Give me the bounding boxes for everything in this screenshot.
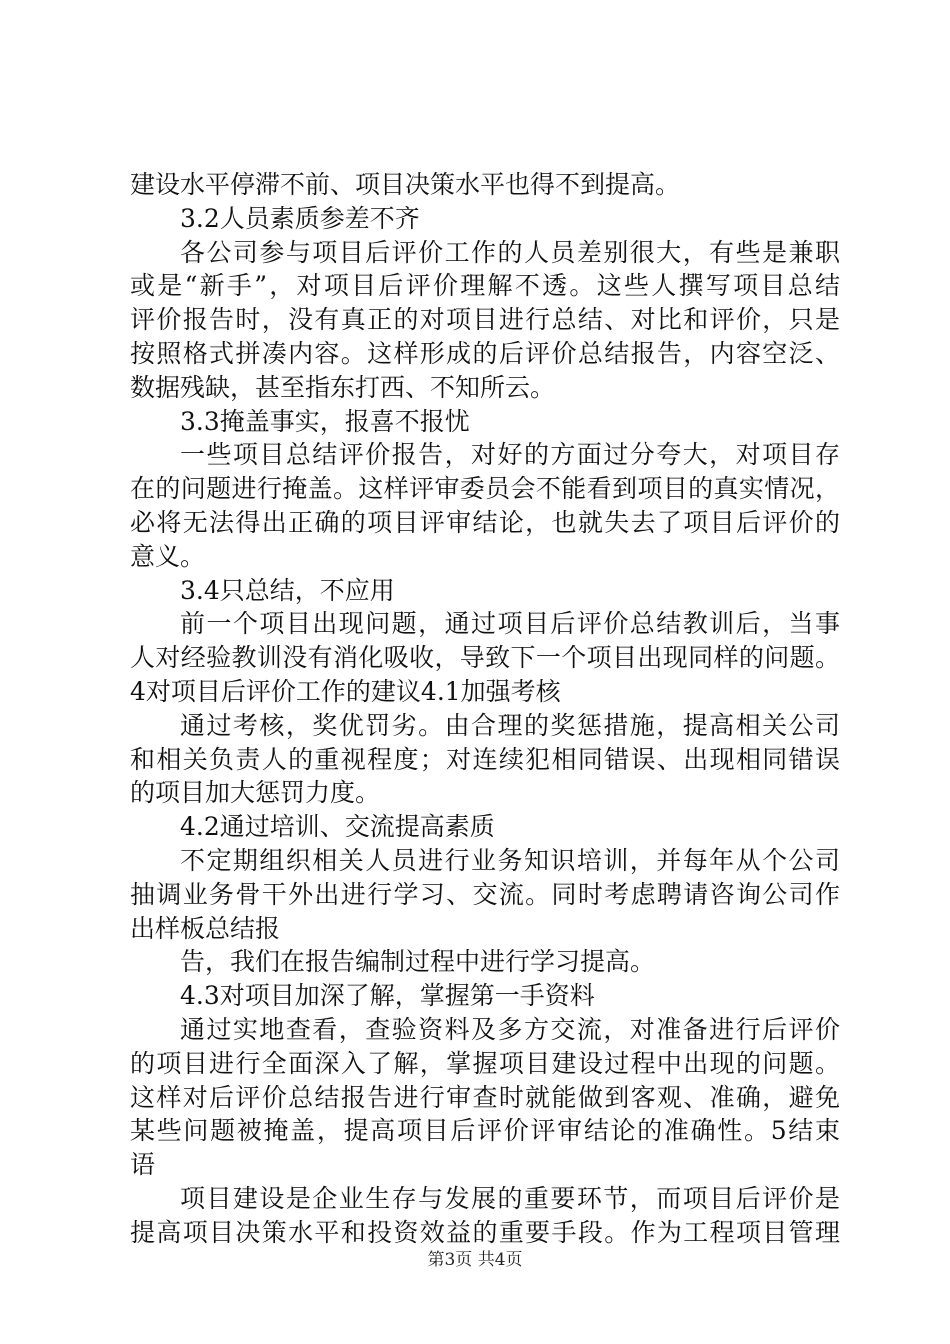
text-line: 不定期组织相关人员进行业务知识培训，并每年从个公司: [180, 845, 840, 875]
text-line: 建设水平停滞不前、项目决策水平也得不到提高。: [130, 170, 681, 199]
text-line: 语: [130, 1150, 156, 1180]
page-footer: 第3页 共4页: [427, 1250, 523, 1270]
text-line: 和相关负责人的重视程度；对连续犯相同错误、出现相同错误: [130, 744, 840, 774]
text-line: 评价报告时，没有真正的对项目进行总结、对比和评价，只是: [130, 305, 840, 335]
text-line: 告，我们在报告编制过程中进行学习提高。: [180, 947, 656, 977]
text-line: 提高项目决策水平和投资效益的重要手段。作为工程项目管理: [130, 1217, 840, 1247]
text-line: 通过考核，奖优罚劣。由合理的奖惩措施，提高相关公司: [180, 710, 840, 740]
text-line: 4.3对项目加深了解，掌握第一手资料: [180, 981, 595, 1011]
text-line: 项目建设是企业生存与发展的重要环节，而项目后评价是: [180, 1183, 840, 1213]
text-line: 的项目进行全面深入了解，掌握项目建设过程中出现的问题。: [130, 1048, 840, 1078]
text-line: 在的问题进行掩盖。这样评审委员会不能看到项目的真实情况，: [130, 474, 840, 504]
text-line: 人对经验教训没有消化吸收，导致下一个项目出现同样的问题。: [130, 643, 840, 673]
text-line: 这样对后评价总结报告进行审查时就能做到客观、准确，避免: [130, 1082, 840, 1112]
text-line: 3.3掩盖事实，报喜不报忧: [180, 406, 470, 436]
text-line: 或是“新手”，对项目后评价理解不透。这些人撰写项目总结: [130, 271, 840, 301]
text-line: 通过实地查看，查验资料及多方交流，对准备进行后评价: [180, 1014, 840, 1044]
text-line: 一些项目总结评价报告，对好的方面过分夸大，对项目存: [180, 440, 840, 470]
text-line: 3.2人员素质参差不齐: [180, 203, 420, 233]
text-line: 意义。: [130, 541, 206, 571]
text-line: 出样板总结报: [130, 913, 281, 943]
text-line: 必将无法得出正确的项目评审结论，也就失去了项目后评价的: [130, 507, 840, 537]
text-line: 按照格式拼凑内容。这样形成的后评价总结报告，内容空泛、: [130, 338, 840, 368]
text-line: 的项目加大惩罚力度。: [130, 778, 381, 808]
text-line: 数据残缺，甚至指东打西、不知所云。: [130, 372, 556, 402]
text-line: 4对项目后评价工作的建议4.1加强考核: [130, 676, 561, 706]
text-line: 前一个项目出现问题，通过项目后评价总结教训后，当事: [180, 609, 840, 639]
text-line: 某些问题被掩盖，提高项目后评价评审结论的准确性。5结束: [130, 1116, 840, 1146]
document-body: [130, 168, 840, 1250]
text-line: 3.4只总结，不应用: [180, 575, 395, 605]
text-line: 4.2通过培训、交流提高素质: [180, 812, 495, 842]
text-line: 各公司参与项目后评价工作的人员差别很大，有些是兼职: [180, 237, 840, 267]
text-line: 抽调业务骨干外出进行学习、交流。同时考虑聘请咨询公司作: [130, 879, 840, 909]
